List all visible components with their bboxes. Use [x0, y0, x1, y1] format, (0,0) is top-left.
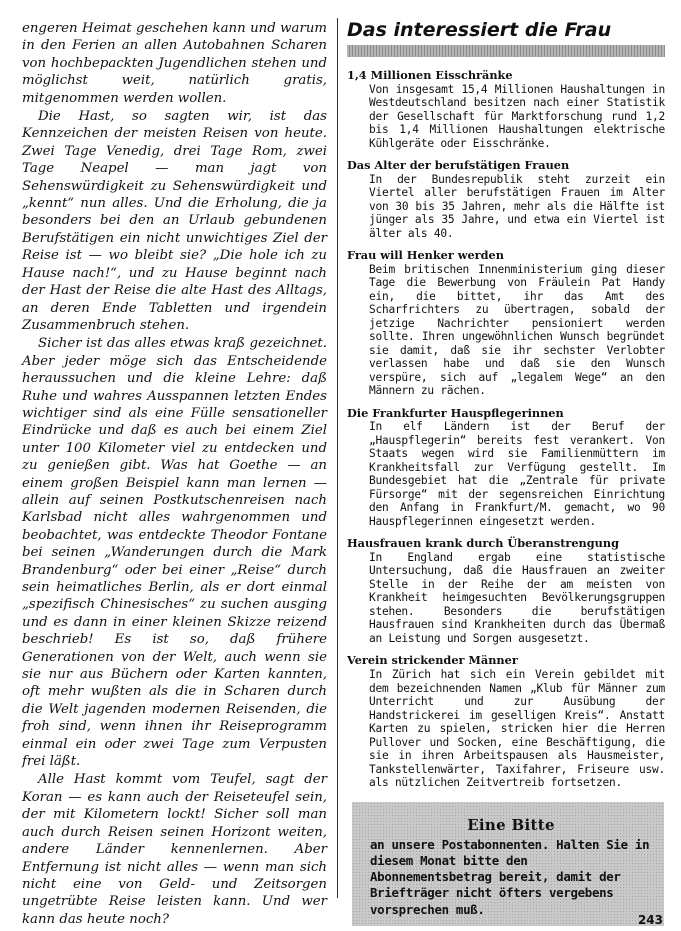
news-item-body: Beim britischen Innenministerium ging dieser Tage die Bewerbung von Fräulein Pat Handy ein, die bittet, ihr das Amt des Scharfrichters zu übertragen, sobald der jetzige Nachrichter pensioniert werden sollte. Ihren ungewöhnlichen Wunsch begründet sie damit, daß sie ihr sechster Verlobter verlassen habe und daß sie den Wunsch verspüre, sich auf „legalem Wege“ an den Männern zu rächen.: [369, 262, 665, 398]
article-paragraph: Alle Hast kommt vom Teufel, sagt der Koran — es kann auch der Reiseteufel sein, der mit Kilometern lockt! Sicher soll man auch durch Reisen seinen Horizont weiten, andere Länder kennenlernen. Aber Entfernung ist nicht alles — wenn man sich nicht eine von Geld- und Zeitsorgen ungetrübte Reise leisten kann. Und wer kann das heute noch?: [22, 772, 327, 927]
article-column: [22, 20, 327, 928]
news-item: [347, 537, 665, 645]
news-item-title: Die Frankfurter Hauspflegerinnen: [347, 405, 564, 420]
news-item: [347, 159, 665, 240]
women-news-column: [347, 18, 665, 926]
notice-title: Eine Bitte: [467, 815, 555, 834]
news-item-body: In der Bundesrepublik steht zurzeit ein Viertel aller berufstätigen Frauen im Alter von 30 bis 35 Jahren, mehr als die Hälfte ist jünger als 35 Jahre, und etwa ein Viertel ist älter als 40.: [369, 172, 665, 240]
news-item-body: In England ergab eine statistische Untersuchung, daß die Hausfrauen an zweiter Stelle in der Reihe der am meisten von Krankheit heimgesuchten Bevölkerungsgruppen stehen. Besonders die berufstätigen Hausfrauen sind Krankheiten durch das Übermaß an Leistung und Sorgen ausgesetzt.: [369, 550, 665, 645]
news-item-body: In Zürich hat sich ein Verein gebildet mit dem bezeichnenden Namen „Klub für Männer zum Unterricht und zur Ausübung der Handstrickerei im geselligen Kreis“. Anstatt Karten zu spielen, stricken hier die Herren Pullover und Socken, eine Beschäftigung, die sie in ihren Arbeitspausen als Hausmeister, Tankstellenwärter, Taxifahrer, Friseure usw. als nützlichen Zeitvertreib fortsetzen.: [369, 668, 665, 790]
column-divider: [337, 18, 338, 898]
notice-text: an unsere Postabonnenten. Halten Sie in diesem Monat bitte den Abonnementsbetrag bereit, damit der Briefträger nicht öfters vergebens vorsprechen muß.: [370, 836, 650, 917]
article-paragraph: engeren Heimat geschehen kann und warum in den Ferien an allen Autobahnen Scharen von hochbepackten Jugendlichen stehen und möglichst weit, natürlich gratis, mitgenommen werden wollen.: [22, 21, 327, 106]
news-item-body: In elf Ländern ist der Beruf der „Hauspflegerin“ bereits fest verankert. Von Staats wegen wird sie Familienmüttern im Krankheitsfall zur Verfügung gestellt. Im Bundesgebiet hat die „Zentrale für private Fürsorge“ mit der segensreichen Einrichtung den Anfang in Frankfurt/M. gemacht, wo 90 Hauspflegerinnen eingesetzt werden.: [369, 420, 665, 528]
news-item-title: 1,4 Millionen Eisschränke: [347, 68, 513, 82]
section-title-rule: [347, 45, 665, 57]
news-item-body: Von insgesamt 15,4 Millionen Haushaltungen in Westdeutschland besitzen nach einer Statistik der Gesellschaft für Marktforschung rund 1,2 bis 1,4 Millionen Haushaltungen elektrische Kühlgeräte oder Eisschränke.: [369, 82, 665, 150]
subscriber-notice-box: [352, 802, 664, 926]
news-item-title: Frau will Henker werden: [347, 248, 504, 263]
news-item: [347, 654, 665, 789]
news-item-title: Hausfrauen krank durch Überanstrengung: [347, 536, 619, 551]
article-paragraph: Sicher ist das alles etwas kraß gezeichnet. Aber jeder möge sich das Entscheidende heraussuchen und die kleine Lehre: daß Ruhe und wahres Ausspannen letzten Endes wichtiger sind als eine Fülle sensationeller Eindrücke und daß es auch bei einem Ziel unter 100 Kilometer viel zu entdecken und zu genießen gibt. Was hat Goethe — an einem großen Beispiel kann man lernen — allein auf seinen Postkutschenreisen nach Karlsbad nicht alles wahrgenommen und beobachtet, was entdeckte Theodor Fontane bei seinen „Wanderungen durch die Mark Brandenburg“ oder bei einer „Reise“ durch sein heimatliches Berlin, als er dort einmal „spezifisch Chinesisches“ zu suchen ausging und es dann in einer kleinen Skizze reizend beschrieb! Es ist so, daß frühere Generationen von der Welt, auch wenn sie sie nur aus Büchern oder Karten kannten, oft mehr wußten als die in Scharen durch die Welt jagenden modernen Reisenden, die froh sind, wenn ihnen ihr Reiseprogramm einmal ein oder zwei Tage zum Verpusten frei läßt.: [22, 336, 327, 770]
section-title: Das interessiert die Frau: [347, 19, 612, 41]
news-item: [347, 249, 665, 398]
news-item-title: Verein strickender Männer: [347, 653, 518, 668]
news-item: [347, 69, 665, 150]
article-paragraph: Die Hast, so sagten wir, ist das Kennzeichen der meisten Reisen von heute. Zwei Tage Venedig, drei Tage Rom, zwei Tage Neapel — man jagt von Sehenswürdigkeit zu Sehenswürdigkeit und „kennt“ nun alles. Und die Erholung, die ja besonders bei den an Urlaub gebundenen Berufstätigen ein nicht unwichtiges Ziel der Reise ist — wo bleibt sie? „Die hole ich zu Hause nach!“, und zu Hause beginnt nach der Hast der Reise die alte Hast des Alltags, an deren Ende Tabletten und irgendein Zusammenbruch stehen.: [22, 109, 327, 333]
news-item-title: Das Alter der berufstätigen Frauen: [347, 158, 570, 173]
news-item: [347, 407, 665, 529]
page-number: 243: [637, 913, 663, 927]
